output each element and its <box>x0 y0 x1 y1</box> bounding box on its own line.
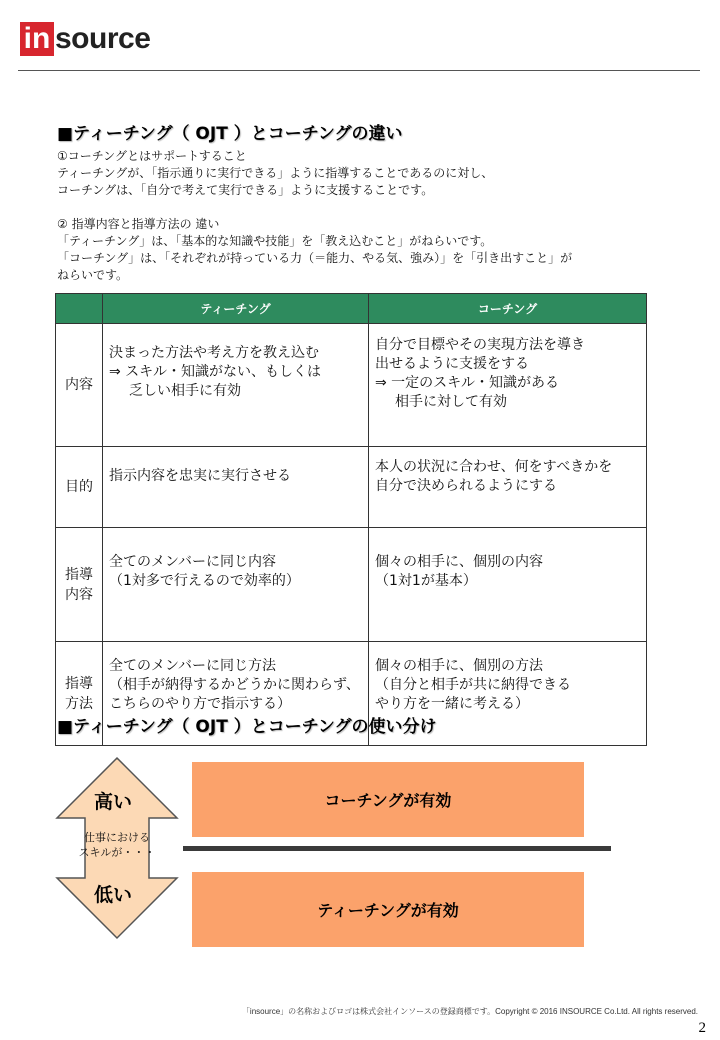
header-teaching: ティーチング <box>103 294 369 324</box>
coaching-cell-line: 自分で目標やその実現方法を導き <box>375 337 585 353</box>
intro-line <box>57 199 572 216</box>
header-empty <box>56 294 103 324</box>
arrow-high-label: 高い <box>94 791 133 813</box>
teaching-cell-line: （1対多で行えるので効率的） <box>109 573 300 589</box>
coaching-cell <box>369 528 647 642</box>
coaching-cell <box>369 447 647 528</box>
arrow-low-label: 低い <box>94 884 133 906</box>
intro-text <box>57 148 572 284</box>
row-label <box>56 324 103 447</box>
section-title-usage: ■ティーチング（ OJT ）とコーチングの使い分け <box>57 717 437 737</box>
row-label-line: 目的 <box>65 479 93 495</box>
teaching-cell-line: こちらのやり方で指示する） <box>109 696 291 712</box>
intro-line: コーチングは、「自分で考えて実行できる」ように支援することです。 <box>57 183 434 197</box>
coaching-cell-line: 自分で決められるようにする <box>375 478 557 494</box>
coaching-cell <box>369 324 647 447</box>
header-rule <box>18 70 700 71</box>
coaching-cell-line: （1対1が基本） <box>375 573 477 589</box>
table-row <box>56 324 647 447</box>
row-label-line: 内容 <box>65 586 93 603</box>
teaching-cell-line: 全てのメンバーに同じ方法 <box>109 658 277 674</box>
coaching-cell-line: 出せるように支援をする <box>375 356 529 372</box>
arrow-middle-text <box>74 830 160 860</box>
coaching-cell-line: 個々の相手に、個別の方法 <box>375 658 543 674</box>
coaching-cell-line: やり方を一緒に考える） <box>375 696 529 712</box>
table-row <box>56 447 647 528</box>
teaching-cell-line: 指示内容を忠実に実行させる <box>109 468 291 484</box>
intro-line: ② 指導内容と指導方法の 違い <box>57 217 220 231</box>
teaching-cell-line: 決まった方法や考え方を教え込む <box>109 345 319 361</box>
table-header-row <box>56 294 647 324</box>
row-label-line: 方法 <box>65 695 93 712</box>
row-label-line: 指導 <box>65 675 93 692</box>
copyright-footer: 「insource」の名称およびロゴは株式会社インソースの登録商標です。Copyright © 2016 INSOURCE Co.Ltd. All rights reserved. <box>241 1007 698 1016</box>
row-label <box>56 447 103 528</box>
table-row <box>56 528 647 642</box>
comparison-table <box>55 293 647 746</box>
intro-line: ティーチングが、「指示通りに実行できる」ように指導することであるのに対し、 <box>57 166 494 180</box>
page-number: 2 <box>698 1020 706 1036</box>
teaching-cell <box>103 447 369 528</box>
arrow-middle-line: 仕事における <box>84 831 150 844</box>
intro-line: ねらいです。 <box>57 268 129 282</box>
logo-mark: in <box>20 22 54 56</box>
teaching-cell-line: 全てのメンバーに同じ内容 <box>109 554 277 570</box>
coaching-cell-line: ⇒ 一定のスキル・知識がある <box>375 375 560 391</box>
coaching-effective-box: コーチングが有効 <box>192 762 584 837</box>
coaching-cell-line: 相手に対して有効 <box>395 394 507 410</box>
insource-logo <box>20 22 150 56</box>
row-label-line: 指導 <box>65 566 93 583</box>
arrow-middle-line: スキルが・・・ <box>78 846 156 859</box>
teaching-cell-line: 乏しい相手に有効 <box>129 383 241 399</box>
row-label <box>56 528 103 642</box>
coaching-cell-line: 本人の状況に合わせ、何をすべきかを <box>375 459 613 475</box>
coaching-cell-line: 個々の相手に、個別の内容 <box>375 554 543 570</box>
teaching-cell <box>103 324 369 447</box>
coaching-cell-line: （自分と相手が共に納得できる <box>375 677 571 693</box>
intro-line: ①コーチングとはサポートすること <box>57 149 247 163</box>
teaching-cell <box>103 528 369 642</box>
teaching-effective-box: ティーチングが有効 <box>192 872 584 947</box>
logo-wordmark: source <box>55 22 151 55</box>
row-label-line: 内容 <box>65 377 93 393</box>
skill-divider <box>183 846 611 851</box>
intro-line: 「ティーチング」は、「基本的な知識や技能」を「教え込むこと」がねらいです。 <box>57 234 493 248</box>
header-coaching: コーチング <box>369 294 647 324</box>
teaching-cell-line: ⇒ スキル・知識がない、もしくは <box>109 364 322 380</box>
teaching-cell-line: （相手が納得するかどうかに関わらず、 <box>109 677 360 693</box>
intro-line: 「コーチング」は、「それぞれが持っている力（＝能力、やる気、強み）」を「引き出すこと」が <box>57 251 573 265</box>
section-title-difference: ■ティーチング（ OJT ）とコーチングの違い <box>57 124 403 144</box>
